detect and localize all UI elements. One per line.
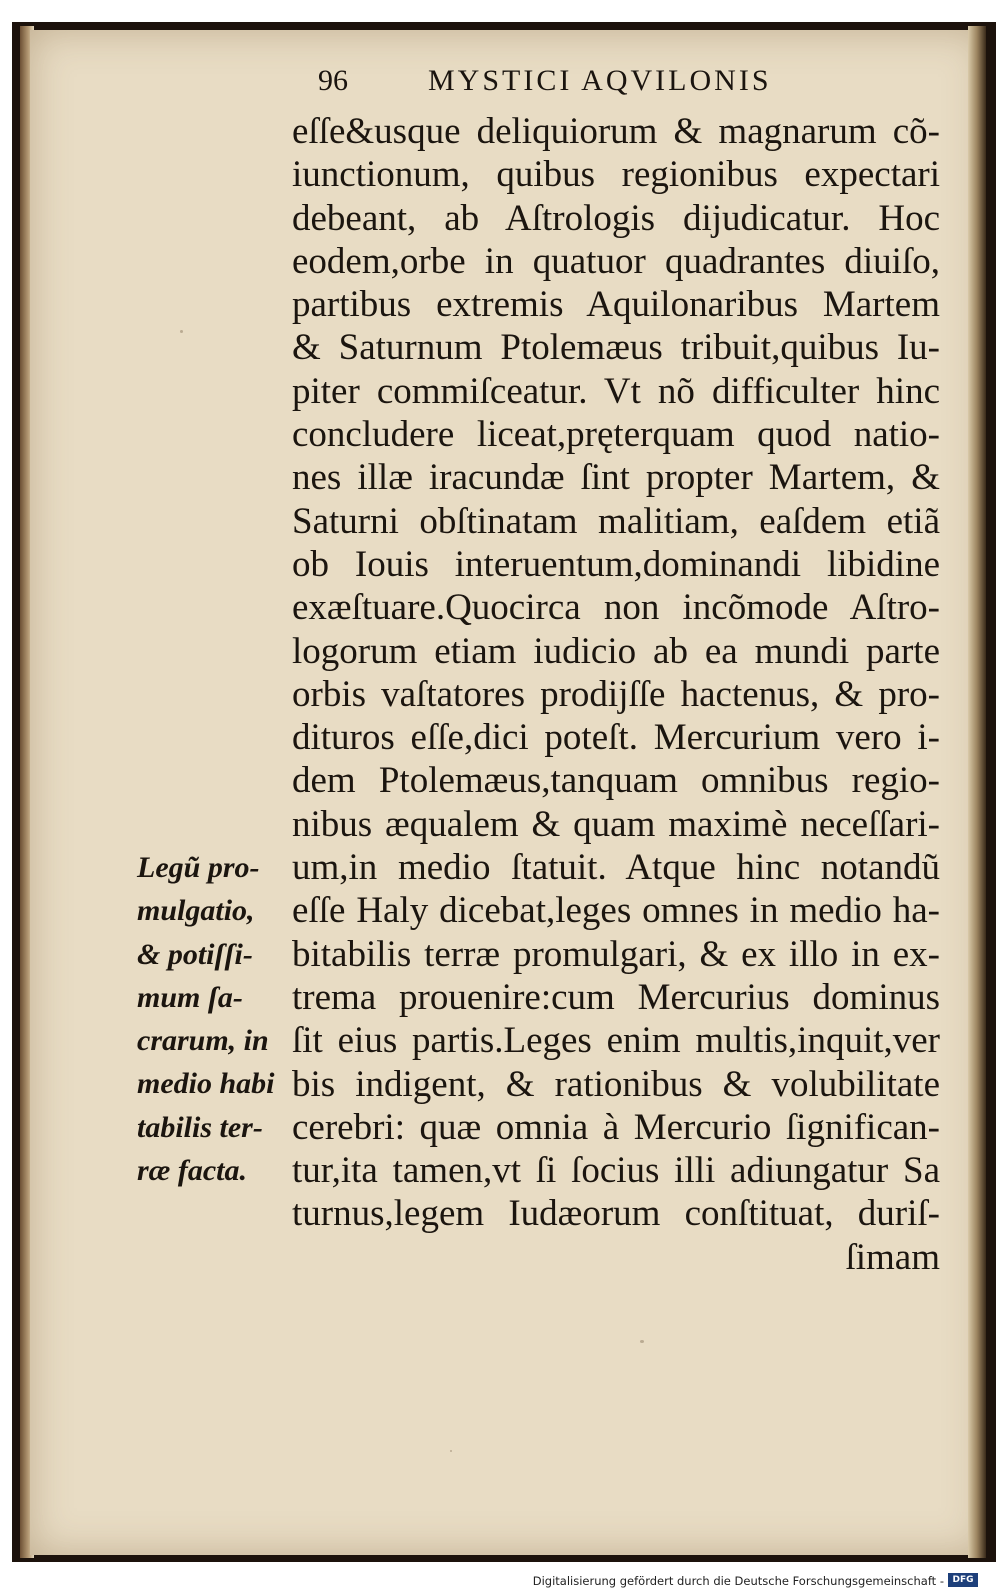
text-line: concludere liceat,pręterquam quod natio- [292, 414, 940, 456]
text-line: nes illæ iracundæ ſint propter Martem, & [292, 457, 940, 499]
text-line: eſſe Haly dicebat,leges omnes in medio ha- [292, 890, 940, 932]
marginal-note [137, 846, 289, 1192]
text-line: bitabilis terræ promulgari, & ex illo in ex- [292, 933, 940, 975]
text-line: iunctionum, quibus regionibus expectari [292, 154, 940, 196]
margin-note-line: mum ſa- [137, 980, 243, 1014]
digitization-footer [0, 1568, 1000, 1595]
margin-note-line: ræ facta. [137, 1154, 247, 1188]
text-line: dituros eſſe,dici poteſt. Mercurium vero i- [292, 717, 940, 759]
page-number: 96 [318, 64, 348, 97]
text-line: bis indigent, & rationibus & volubilitate [292, 1063, 940, 1105]
text-line: orbis vaſtatores prodijſſe hactenus, & pro- [292, 673, 940, 715]
margin-note-line: medio habi [137, 1067, 275, 1101]
text-line: logorum etiam iudicio ab ea mundi parte [292, 630, 940, 672]
margin-note-line: Legũ pro- [137, 851, 260, 884]
running-head: MYSTICI AQVILONIS [428, 64, 772, 97]
catchword: ſimam [845, 1236, 940, 1278]
margin-note-line: crarum, in [137, 1024, 269, 1058]
text-line: exæſtuare.Quocirca non incõmode Aſtro- [292, 587, 940, 629]
text-line: eodem,orbe in quatuor quadrantes diuiſo, [292, 240, 940, 282]
text-line: cerebri: quæ omnia à Mercurio ſignifican- [292, 1106, 940, 1148]
margin-note-line: mulgatio, [137, 894, 255, 928]
main-text-block [292, 110, 940, 1279]
text-line: trema prouenire:cum Mercurius dominus [292, 976, 940, 1018]
page-header [318, 60, 838, 104]
text-line: ob Iouis interuentum,dominandi libidine [292, 543, 940, 585]
text-line: debeant, ab Aſtrologis dijudicatur. Hoc [292, 197, 940, 239]
dfg-logo: DFG [948, 1573, 978, 1587]
text-line: nibus æqualem & quam maximè neceſſari- [292, 803, 940, 845]
margin-note-line: tabilis ter- [137, 1110, 263, 1144]
text-line: eſſe&usque deliquiorum & magnarum cõ- [292, 111, 940, 152]
text-line: Saturni obſtinatam malitiam, eaſdem etiã [292, 500, 940, 542]
text-line: tur,ita tamen,vt ſi ſocius illi adiungatur Sa [292, 1150, 940, 1192]
text-line: dem Ptolemæus,tanquam omnibus regio- [292, 760, 940, 802]
margin-note-line: & potiſſi- [137, 937, 253, 971]
text-line: turnus,legem Iudæorum conſtituat, duriſ- [292, 1193, 940, 1235]
page-edge-right [968, 26, 986, 1558]
text-line: & Saturnum Ptolemæus tribuit,quibus Iu- [292, 327, 940, 369]
text-line: ſit eius partis.Leges enim multis,inquit,ver [292, 1020, 940, 1062]
text-line: partibus extremis Aquilonaribus Martem [292, 284, 940, 326]
text-line: piter commiſceatur. Vt nõ difficulter hinc [292, 370, 940, 412]
text-line: um,in medio ſtatuit. Atque hinc notandũ [292, 847, 940, 889]
funding-credit: Digitalisierung gefördert durch die Deutsche Forschungsgemeinschaft - [532, 1574, 944, 1588]
